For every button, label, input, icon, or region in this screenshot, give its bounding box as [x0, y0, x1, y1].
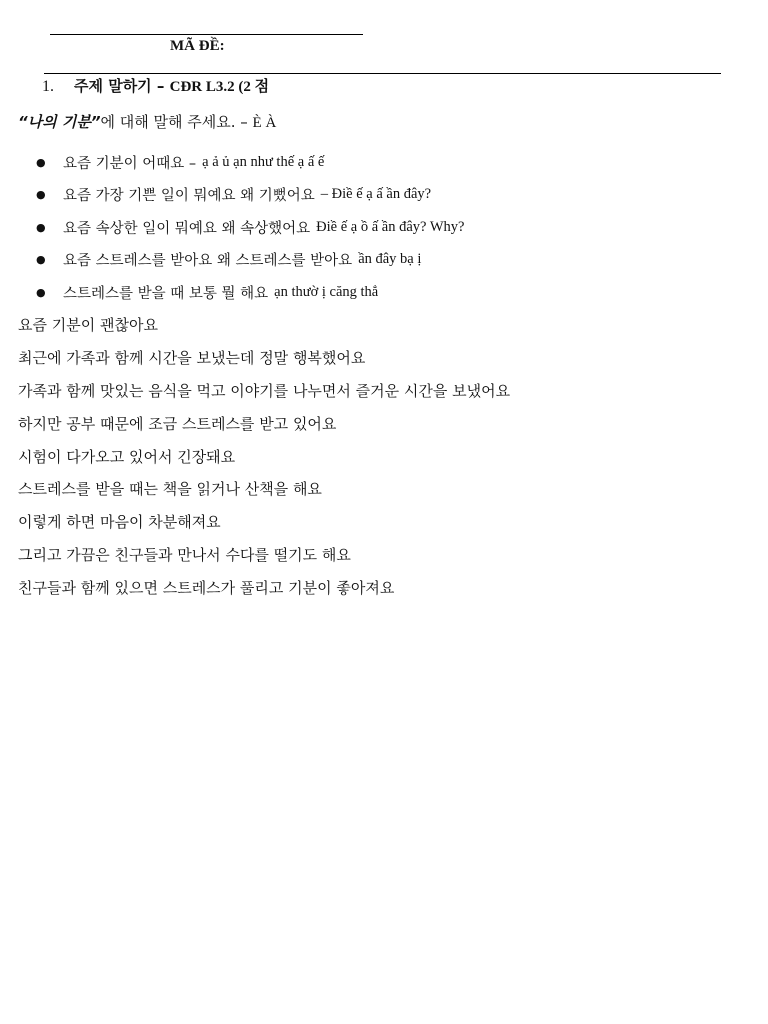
bullet-icon: ●	[36, 253, 46, 267]
answer-line: 시험이 다가오고 있어서 긴장돼요	[18, 447, 236, 466]
prompt-line	[18, 111, 276, 132]
answer-line: 가족과 함께 맛있는 음식을 먹고 이야기를 나누면서 즐거운 시간을 보냈어요	[18, 381, 511, 400]
question-korean: 요즘 스트레스를 받아요 왜 스트레스를 받아요	[63, 253, 353, 270]
bullet-icon: ●	[36, 155, 46, 169]
section-code: CĐR L3.2 (2 점	[169, 79, 270, 95]
answer-line: 하지만 공부 때문에 조금 스트레스를 받고 있어요	[18, 414, 337, 433]
section-title: 주제 말하기 –	[74, 77, 170, 95]
question-vietnamese: ần đây bạ ị	[358, 251, 422, 268]
question-vietnamese: ạn thườ ị căng thẳ	[274, 283, 379, 300]
prompt-trail: È À	[252, 115, 277, 131]
answer-line: 그리고 가끔은 친구들과 만나서 수다를 떨기도 해요	[18, 546, 351, 565]
prompt-text: 에 대해 말해 주세요. –	[100, 113, 253, 131]
question-item	[36, 179, 464, 212]
question-item	[36, 276, 464, 309]
question-korean: 요즘 기분이 어때요 –	[63, 155, 197, 172]
question-korean: 요즘 가장 기쁜 일이 뭐예요 왜 기뻤어요	[63, 188, 315, 205]
section-heading	[42, 75, 269, 96]
bullet-icon: ●	[36, 188, 46, 202]
question-vietnamese: ạ ả ủ ạn như thế ạ ấ ế	[202, 153, 325, 170]
question-korean: 스트레스를 받을 때 보통 뭘 해요	[63, 285, 269, 302]
answer-line: 요즘 기분이 괜찮아요	[18, 315, 158, 334]
answer-body	[18, 308, 510, 604]
question-korean: 요즘 속상한 일이 뭐예요 왜 속상했어요	[63, 220, 311, 237]
exam-code-label: MÃ ĐỀ:	[170, 38, 225, 54]
question-vietnamese: – Điề ế ạ ấ ần đây?	[320, 186, 432, 203]
question-vietnamese: Điề ế ạ ồ ấ ần đây? Why?	[316, 218, 465, 235]
answer-line: 스트레스를 받을 때는 책을 읽거나 산책을 해요	[18, 480, 322, 499]
question-item	[36, 146, 464, 179]
section-number: 1.	[42, 78, 54, 95]
bullet-icon: ●	[36, 285, 46, 299]
answer-line: 친구들과 함께 있으면 스트레스가 풀리고 기분이 좋아져요	[18, 579, 395, 598]
prompt-topic: “나의 기분”	[18, 113, 101, 131]
question-item	[36, 244, 464, 277]
section-divider	[44, 73, 721, 74]
answer-line: 최근에 가족과 함께 시간을 보냈는데 정말 행복했어요	[18, 348, 366, 367]
answer-line: 이렇게 하면 마음이 차분해져요	[18, 513, 221, 532]
question-item	[36, 211, 464, 244]
top-divider	[50, 34, 363, 35]
question-list	[36, 146, 464, 309]
bullet-icon: ●	[36, 220, 46, 234]
